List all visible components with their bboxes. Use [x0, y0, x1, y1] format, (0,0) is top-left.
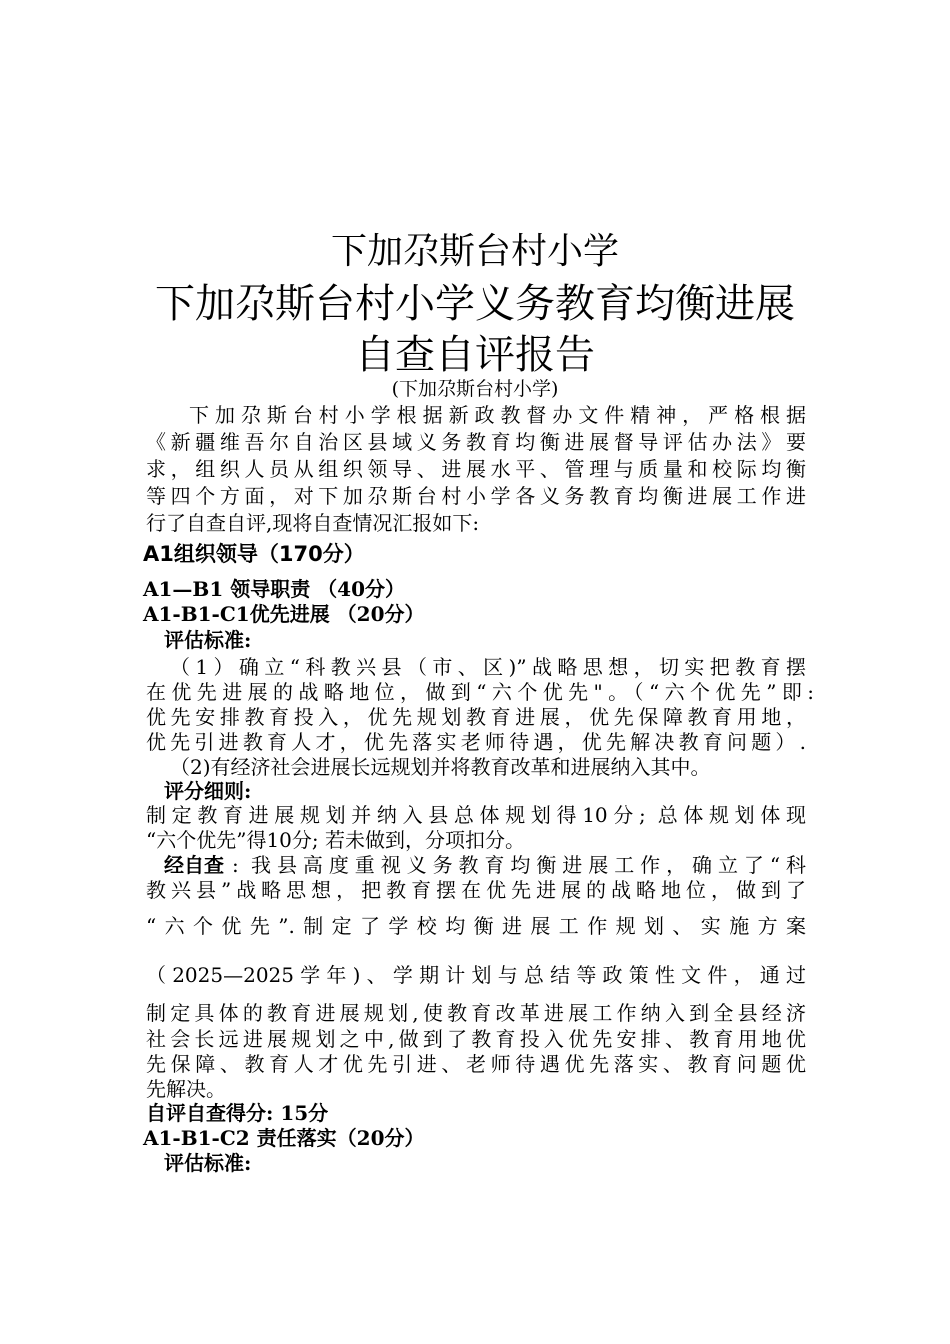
c1-self-check-line: 先解决。 [146, 1077, 226, 1101]
report-title-line1: 下加尕斯台村小学义务教育均衡进展 [155, 281, 795, 327]
c1-rules-label: 评分细则: [164, 779, 252, 803]
c1-self-check-line: （2025—2025学年)、学期计划与总结等政策性文件，通过 [146, 963, 806, 987]
c1-standard-line: （2)有经济社会进展长远规划并将教育改革和进展纳入其中。 [170, 755, 711, 779]
report-title-line2: 自查自评报告 [355, 332, 595, 378]
c1-heading: A1-B1-C1优先进展 （20分） [143, 602, 425, 626]
c1-self-check-line: “六个优先”.制定了学校均衡进展工作规划、实施方案 [146, 914, 806, 938]
c1-self-check-line: 教兴县”战略思想，把教育摆在优先进展的战略地位，做到了 [146, 878, 806, 902]
c1-self-check-line: 制定具体的教育进展规划,使教育改革进展工作纳入到全县经济 [146, 1001, 806, 1025]
c1-rules-line: 制定教育进展规划并纳入县总体规划得10分; 总体规划体现 [146, 803, 806, 827]
school-name: 下加尕斯台村小学 [330, 231, 619, 272]
b1-heading: A1—B1 领导职责 （40分） [143, 577, 406, 601]
c1-self-check-line: 社会长远进展规划之中,做到了教育投入优先安排、教育用地优 [146, 1027, 806, 1051]
intro-line: 《新疆维吾尔自治区县域义务教育均衡进展督导评估办法》要 [146, 430, 806, 454]
c1-standard-line: 优先安排教育投入，优先规划教育进展，优先保障教育用地， [146, 705, 806, 729]
c1-standard-line: 优先引进教育人才，优先落实老师待遇，优先解决教育问题）. [146, 730, 806, 754]
c1-self-check-line: 先保障、教育人才优先引进、老师待遇优先落实、教育问题优 [146, 1052, 806, 1076]
intro-line: 下加尕斯台村小学根据新政教督办文件精神，严格根据 [189, 403, 806, 427]
report-subtitle: (下加尕斯台村小学) [391, 378, 559, 400]
intro-line: 行了自查自评,现将自查情况汇报如下: [146, 511, 480, 535]
c2-heading: A1-B1-C2 责任落实（20分） [143, 1126, 425, 1150]
intro-line: 求，组织人员从组织领导、进展水平、管理与质量和校际均衡 [146, 457, 806, 481]
c1-score: 自评自查得分: 15分 [146, 1101, 329, 1125]
c1-self-check-label: 经自查 [164, 853, 224, 877]
intro-line: 等四个方面，对下加尕斯台村小学各义务教育均衡进展工作进 [146, 484, 806, 508]
c1-standard-label: 评估标准: [164, 628, 252, 652]
section-heading-a1: A1组织领导（170分） [143, 542, 365, 566]
c1-standard-line: （1）确立“科教兴县（市、区)”战略思想，切实把教育摆 [170, 655, 806, 679]
c1-standard-line: 在优先进展的战略地位，做到“六个优先"。（“六个优先”即: [146, 680, 814, 704]
c2-standard-label: 评估标准: [164, 1151, 252, 1175]
c1-self-check-line: : 我县高度重视义务教育均衡进展工作，确立了“科 [232, 853, 806, 877]
c1-rules-line: “六个优先”得10分; 若未做到，分项扣分。 [146, 828, 525, 852]
